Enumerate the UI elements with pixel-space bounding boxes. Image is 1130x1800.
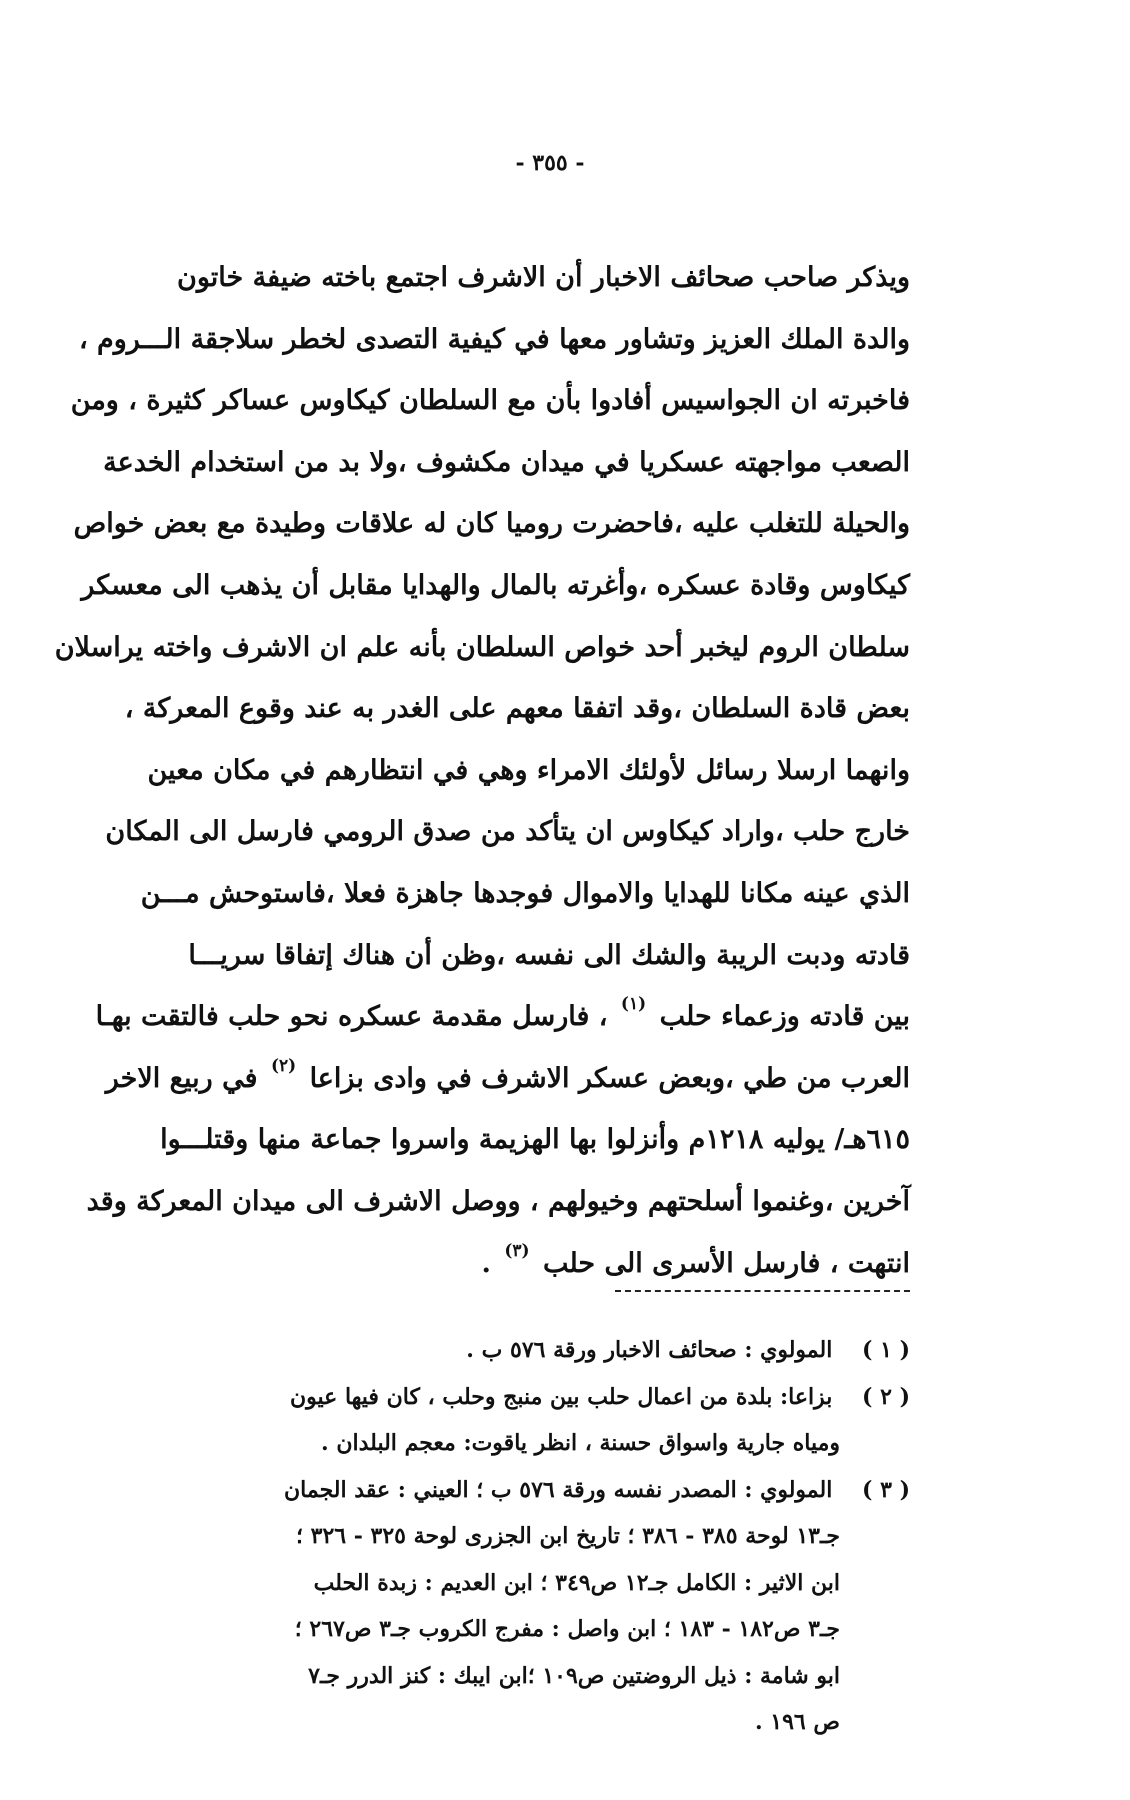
footnote-3-cont: ص ١٩٦ . — [754, 1709, 840, 1735]
text-line — [95, 994, 910, 1059]
footnote-2-cont: ومياه جارية واسواق حسنة ، انظر ياقوت: معجم البلدان . — [321, 1430, 840, 1456]
footnote-text: المولوي : المصدر نفسه ورقة ٥٧٦ ب ؛ العيني : عقد الجمان — [284, 1476, 833, 1503]
text-line: والحيلة للتغلب عليه ،فاحضرت روميا كان له علاقات وطيدة مع بعض خواص — [73, 508, 910, 540]
text-line: الذي عينه مكانا للهدايا والاموال فوجدها جاهزة فعلا ،فاستوحش مـــن — [140, 877, 910, 909]
text-line: ويذكر صاحب صحائف الاخبار أن الاشرف اجتمع باخته ضيفة خاتون — [176, 262, 910, 293]
text-line: ٦١٥هـ/ يوليه ١٢١٨م وأنزلوا بها الهزيمة واسروا جماعة منها وقتلـــوا — [160, 1124, 910, 1156]
text-segment: في ربيع الاخر — [105, 1062, 258, 1094]
text-line: والدة الملك العزيز وتشاور معها في كيفية التصدى لخطر سلاجقة الـــروم ، — [78, 323, 910, 355]
footnote-1 — [60, 1330, 910, 1377]
footnote-ref-3: (٣) — [504, 1240, 530, 1261]
text-segment: انتهت ، فارسل الأسرى الى حلب — [542, 1247, 910, 1279]
footnote-separator — [615, 1290, 910, 1292]
footnote-number: ( ٢ ) — [862, 1383, 910, 1410]
text-line: قادته ودبت الريبة والشك الى نفسه ،وظن أن هناك إتفاقا سريـــا — [188, 939, 910, 971]
text-line: كيكاوس وقادة عسكره ،وأغرته بالمال والهدايا مقابل أن يذهب الى معسكر — [81, 569, 910, 601]
text-segment: ، فارسل مقدمة عسكره نحو حلب فالتقت بهـا — [95, 1001, 608, 1033]
text-line — [105, 1055, 910, 1121]
main-text — [54, 258, 910, 1305]
footnote-3 — [60, 1470, 910, 1517]
footnote-3-cont: ابو شامة : ذيل الروضتين ص١٠٩ ؛ابن ايبك : كنز الدرر جـ٧ — [308, 1662, 840, 1689]
text-line: خارج حلب ،واراد كيكاوس ان يتأكد من صدق الرومي فارسل الى المكان — [105, 816, 910, 848]
footnote-number: ( ١ ) — [862, 1337, 910, 1363]
footnote-ref-2: (٢) — [270, 1055, 297, 1076]
footnote-number: ( ٣ ) — [862, 1476, 910, 1503]
footnote-text: بزاعا: بلدة من اعمال حلب بين منبج وحلب ، كان فيها عيون — [290, 1383, 833, 1410]
footnote-2 — [60, 1377, 910, 1424]
text-segment: . — [481, 1247, 491, 1279]
text-line: بعض قادة السلطان ،وقد اتفقا معهم على الغدر به عند وقوع المعركة ، — [124, 693, 910, 725]
text-segment: العرب من طي ،وبعض عسكر الاشرف في وادى بزاعا — [309, 1062, 910, 1094]
text-line: آخرين ،وغنموا أسلحتهم وخيولهم ، ووصل الاشرف الى ميدان المعركة وقد — [86, 1185, 910, 1217]
footnote-3-cont: ابن الاثير : الكامل جـ١٢ ص٣٤٩ ؛ ابن العديم : زبدة الحلب — [313, 1569, 840, 1596]
text-line: فاخبرته ان الجواسيس أفادوا بأن مع السلطان كيكاوس عساكر كثيرة ، ومن — [70, 385, 910, 417]
text-segment: بين قادته وزعماء حلب — [659, 1001, 910, 1033]
footnotes — [60, 1330, 910, 1749]
footnote-text: المولوي : صحائف الاخبار ورقة ٥٧٦ ب . — [466, 1337, 833, 1363]
text-line: وانهما ارسلا رسائل لأولئك الامراء وهي في انتظارهم في مكان معين — [147, 754, 910, 786]
text-line — [145, 1240, 910, 1306]
footnote-3-cont: جـ٣ ص١٨٢ - ١٨٣ ؛ ابن واصل : مفرج الكروب جـ٣ ص٢٦٧ ؛ — [294, 1616, 840, 1642]
page-number: - ٣٥٥ - — [515, 150, 585, 176]
footnote-3-cont: جـ١٣ لوحة ٣٨٥ - ٣٨٦ ؛ تاريخ ابن الجزرى لوحة ٣٢٥ - ٣٢٦ ؛ — [295, 1523, 840, 1549]
footnote-ref-1: (١) — [620, 994, 647, 1015]
text-line: الصعب مواجهته عسكريا في ميدان مكشوف ،ولا بد من استخدام الخدعة — [103, 446, 910, 478]
text-line: سلطان الروم ليخبر أحد خواص السلطان بأنه علم ان الاشرف واخته يراسلان — [54, 631, 910, 663]
